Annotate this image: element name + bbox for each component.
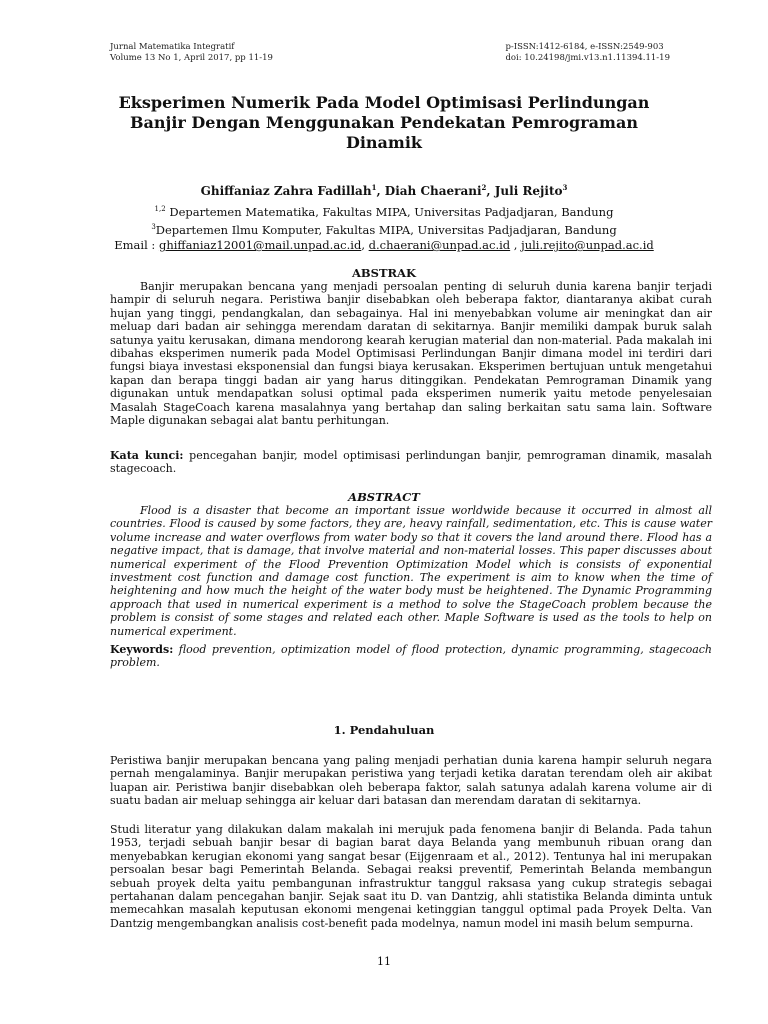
abstract-text: Flood is a disaster that become an important issue worldwide because it occurred in almost all countries. Flood is caused by some factors, they are, heavy rainfall, sedimentation, etc. This is cause water volume increase and water overflows from water body so that it covers the land around there. Flood has a negative impact, that is damage, that involve material and non-material losses. This paper discusses about numerical experiment of the Flood Prevention Optimization Model which is consists of exponential investment cost function and damage cost function. The experiment is aim to know when the time of heightening and how much the height of the water body must be heightened. The Dynamic Programming approach that used in numerical experiment is a method to solve the StageCoach problem because the problem is consist of some stages and related each other. Maple Software is used as the tools to help on numerical experiment.: [110, 504, 712, 638]
abstract-keywords-label: Keywords:: [110, 643, 174, 656]
journal-header: [110, 42, 273, 64]
abstrak-keywords-label: Kata kunci:: [110, 449, 184, 462]
abstract-keywords: [110, 643, 712, 670]
email-label: Email :: [114, 238, 159, 253]
abstrak-keywords: [110, 449, 712, 476]
section-1-paragraph-1: Peristiwa banjir merupakan bencana yang paling menjadi perhatian dunia karena hampir seluruh negara pernah mengalaminya. Banjir merupakan peristiwa yang terjadi ketika daratan terendam oleh air akibat luapan air. Peristiwa banjir disebabkan oleh beberapa faktor, salah satunya adalah karena volume air di suatu badan air meluap sehingga air keluar dari batasan dan merendam daratan di sekitarnya.: [110, 754, 712, 808]
abstrak-text: Banjir merupakan bencana yang menjadi persoalan penting di seluruh dunia karena banjir terjadi hampir di seluruh negara. Peristiwa banjir disebabkan oleh beberapa faktor, diantaranya akibat curah hujan yang tinggi, pendangkalan, dan sebagainya. Hal ini menyebabkan volume air meningkat dan air meluap dari badan air sehingga merendam daratan di sekitarnya. Banjir memiliki dampak buruk salah satunya yaitu kerusakan, dimana mendorong kearah kerugian material dan non-material. Pada makalah ini dibahas eksperimen numerik pada Model Optimisasi Perlindungan Banjir dimana model ini terdiri dari fungsi biaya investasi eksponensial dan fungsi biaya kerusakan. Eksperimen bertujuan untuk mengetahui kapan dan berapa tinggi badan air yang harus ditinggikan. Pendekatan Pemrograman Dinamik yang digunakan untuk mendapatkan solusi optimal pada eksperimen numerik yaitu metode penyelesaian Masalah StageCoach karena masalahnya yang bertahap dan saling berkaitan satu sama lain. Software Maple digunakan sebagai alat bantu perhitungan.: [110, 280, 712, 428]
affiliation-2-text: Departemen Ilmu Komputer, Fakultas MIPA, Universitas Padjadjaran, Bandung: [155, 222, 617, 237]
journal-volume: Volume 13 No 1, April 2017, pp 11-19: [110, 53, 273, 63]
email-link-2[interactable]: d.chaerani@unpad.ac.id: [368, 238, 511, 253]
affiliation-2-sup: 3: [151, 222, 156, 231]
section-1-heading: 1. Pendahuluan: [333, 723, 435, 737]
author-3: Juli Rejito: [494, 184, 563, 198]
page-number: 11: [377, 955, 391, 968]
affiliation-1-text: Departemen Matematika, Fakultas MIPA, Universitas Padjadjaran, Bandung: [169, 204, 614, 219]
author-1-sup: 1: [371, 183, 377, 192]
affiliation-1: [100, 202, 668, 220]
author-2-sup: 2: [481, 183, 487, 192]
journal-issn: p-ISSN:1412-6184, e-ISSN:2549-903: [505, 42, 664, 52]
author-separator: ,: [376, 184, 385, 198]
journal-doi: doi: 10.24198/jmi.v13.n1.11394.11-19: [505, 53, 670, 63]
author-names: [100, 180, 668, 200]
author-2: Diah Chaerani: [384, 184, 482, 198]
email-link-3[interactable]: juli.rejito@unpad.ac.id: [521, 238, 654, 253]
author-separator: ,: [486, 184, 495, 198]
section-1-paragraph-2: Studi literatur yang dilakukan dalam makalah ini merujuk pada fenomena banjir di Belanda. Pada tahun 1953, terjadi sebuah banjir besar di bagian barat daya Belanda yang membunuh ribuan orang dan menyebabkan kerugian ekonomi yang sangat besar (Eijgenraam et al., 2012). Tentunya hal ini merupakan persoalan besar bagi Pemerintah Belanda. Sebagai reaksi preventif, Pemerintah Belanda membangun sebuah proyek delta yaitu pembangunan infrastruktur tanggul raksasa yang cukup strategis sebagai pertahanan dalam pencegahan banjir. Sejak saat itu D. van Dantzig, ahli statistika Belanda diminta untuk memecahkan masalah keputusan ekonomi mengenai ketinggian tanggul optimal pada Proyek Delta. Van Dantzig mengembangkan analisis cost-benefit pada modelnya, namun model ini masih belum sempurna.: [110, 823, 712, 930]
email-link-1[interactable]: ghiffaniaz12001@mail.unpad.ac.id: [158, 238, 362, 253]
author-3-sup: 3: [562, 183, 568, 192]
abstrak-heading: ABSTRAK: [352, 266, 416, 280]
author-1: Ghiffaniaz Zahra Fadillah: [200, 184, 372, 198]
affiliation-2: [100, 220, 668, 238]
author-block: [100, 180, 668, 254]
abstract-keywords-text: flood prevention, optimization model of flood protection, dynamic programming, stagecoach problem.: [110, 643, 712, 670]
abstrak-keywords-text: pencegahan banjir, model optimisasi perlindungan banjir, pemrograman dinamik, masalah stagecoach.: [110, 449, 713, 476]
journal-ids: [505, 42, 670, 64]
paper-title: Eksperimen Numerik Pada Model Optimisasi Perlindungan Banjir Dengan Menggunakan Pendekatan Pemrograman Dinamik: [118, 93, 650, 152]
email-line: Email : ghiffaniaz12001@mail.unpad.ac.id, d.chaerani@unpad.ac.id , juli.rejito@unpad.ac.id: [114, 238, 654, 253]
journal-name: Jurnal Matematika Integratif: [110, 42, 235, 52]
affiliation-1-sup: 1,2: [154, 204, 166, 213]
abstract-heading: ABSTRACT: [348, 490, 420, 504]
